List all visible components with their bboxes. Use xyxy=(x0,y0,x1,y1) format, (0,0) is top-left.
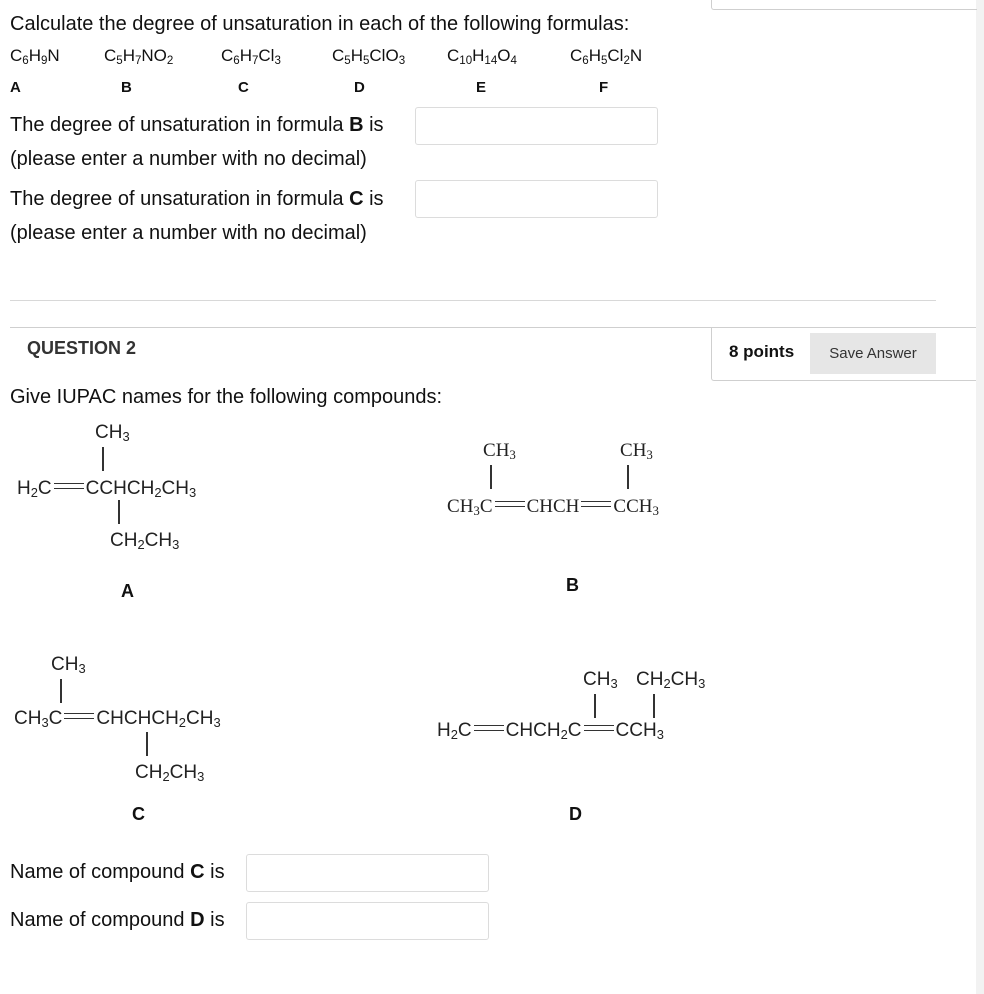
formula-f: $C_6H_5Cl_2N$ xyxy=(570,46,643,67)
item-c-hint: (please enter a number with no decimal) xyxy=(10,222,367,244)
item-b-text: The degree of unsaturation in formula B is (please enter a number with no decimal) xyxy=(10,114,384,170)
question2-prompt: Give IUPAC names for the following compounds: xyxy=(10,386,443,408)
compound-b-main: $CH_3C$ CHCH $CCH_3$ xyxy=(447,496,659,519)
bond-line xyxy=(627,465,629,489)
double-bond xyxy=(474,725,504,731)
name-d-input[interactable] xyxy=(246,902,489,940)
formula-c: $C_6H_7Cl_3$ xyxy=(221,46,281,67)
item-b-hint: (please enter a number with no decimal) xyxy=(10,148,367,170)
formula-d: $C_5H_5ClO_3$ xyxy=(332,46,406,67)
compound-c-bottom: $CH_2CH_3$ xyxy=(135,762,205,785)
save-answer-button[interactable]: Save Answer xyxy=(810,333,936,374)
compound-c-label: C xyxy=(132,804,145,824)
double-bond xyxy=(584,725,614,731)
bond-line xyxy=(594,694,596,718)
bond-line xyxy=(118,500,120,524)
degree-b-input[interactable] xyxy=(415,107,658,145)
name-c-input[interactable] xyxy=(246,854,489,892)
double-bond xyxy=(581,501,611,507)
formula-letter-a: A xyxy=(10,79,21,96)
compound-c-top: $CH_3$ xyxy=(51,654,86,677)
formula-letter-c: C xyxy=(238,79,249,96)
compound-b-top1: $CH_3$ xyxy=(483,440,516,463)
points-value: 8 points xyxy=(729,342,795,361)
section-divider xyxy=(10,300,936,301)
item-c-text: The degree of unsaturation in formula C is (please enter a number with no decimal) xyxy=(10,188,384,244)
degree-c-input[interactable] xyxy=(415,180,658,218)
formula-letter-e: E xyxy=(476,79,487,96)
formula-letter-d: D xyxy=(354,79,365,96)
question2-label: QUESTION 2 xyxy=(27,338,137,358)
name-c-text: Name of compound C is xyxy=(10,861,225,883)
bond-line xyxy=(102,447,104,471)
compound-c-main: $CH_3C$ $CHCHCH_2CH_3$ xyxy=(14,708,221,731)
compound-d-main: $H_2C$ $CHCH_2C$ $CCH_3$ xyxy=(437,720,664,743)
compound-a-main: $H_2C$ $CCHCH_2CH_3$ xyxy=(17,478,197,501)
compound-a-label: A xyxy=(121,581,134,601)
double-bond xyxy=(54,483,84,489)
compound-d-top1: $CH_3$ xyxy=(583,669,618,692)
compound-a-top: $CH_3$ xyxy=(95,422,130,445)
compound-b-top2: $CH_3$ xyxy=(620,440,653,463)
compound-d-label: D xyxy=(569,804,582,824)
formula-letter-f: F xyxy=(599,79,609,96)
scrollbar[interactable] xyxy=(976,0,984,994)
double-bond xyxy=(495,501,525,507)
compound-b-label: B xyxy=(566,575,579,595)
formula-a: $C_6H_9N$ xyxy=(10,46,60,67)
previous-points-box xyxy=(711,0,977,10)
formula-e: $C_{10}H_{14}O_4$ xyxy=(447,46,517,67)
double-bond xyxy=(64,713,94,719)
bond-line xyxy=(490,465,492,489)
compound-a-bottom: $CH_2CH_3$ xyxy=(110,530,180,553)
compound-d-top2: $CH_2CH_3$ xyxy=(636,669,706,692)
question1-prompt: Calculate the degree of unsaturation in each of the following formulas: xyxy=(10,13,630,35)
name-d-text: Name of compound D is xyxy=(10,909,225,931)
formula-b: $C_5H_7NO_2$ xyxy=(104,46,174,67)
formula-letter-b: B xyxy=(121,79,132,96)
bond-line xyxy=(146,732,148,756)
bond-line xyxy=(653,694,655,718)
bond-line xyxy=(60,679,62,703)
